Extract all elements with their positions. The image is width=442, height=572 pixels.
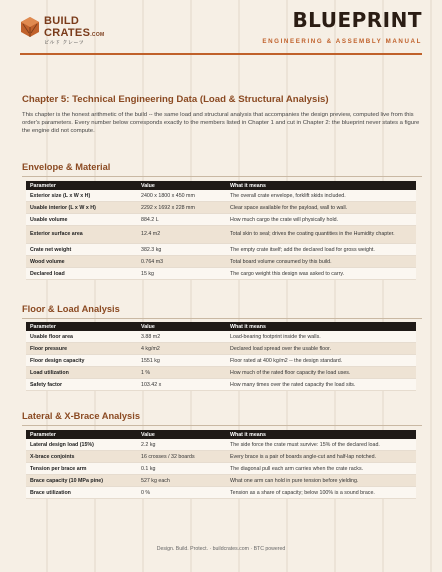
param-cell: Brace capacity (10 MPa pine)	[26, 475, 137, 487]
param-cell: Wood volume	[26, 256, 137, 268]
value-cell: 103.42 x	[137, 379, 226, 391]
meaning-cell: Every brace is a pair of boards angle-cut and half-lap notched.	[226, 451, 416, 463]
value-cell: 12.4 m2	[137, 226, 226, 244]
table-row	[26, 367, 416, 379]
logo-domain: .COM	[90, 32, 105, 38]
value-cell: 0.764 m3	[137, 256, 226, 268]
document-title: BLUEPRINT	[292, 8, 422, 32]
param-cell: Crate net weight	[26, 244, 137, 256]
brand-logo	[20, 16, 104, 46]
table-row	[26, 355, 416, 367]
table-header-row	[26, 322, 416, 331]
value-cell: 0 %	[137, 487, 226, 499]
value-cell: 0.1 kg	[137, 463, 226, 475]
table-row	[26, 214, 416, 226]
table-row	[26, 379, 416, 391]
meaning-cell: Total skin to seal; drives the coating quantities in the Humidity chapter.	[226, 226, 416, 244]
param-cell: Safety factor	[26, 379, 137, 391]
meaning-cell: The diagonal pull each arm carries when the crate racks.	[226, 463, 416, 475]
param-cell: Usable volume	[26, 214, 137, 226]
param-cell: Floor design capacity	[26, 355, 137, 367]
value-cell: 1 %	[137, 367, 226, 379]
header-divider	[20, 53, 422, 55]
lateral-table	[26, 430, 416, 499]
table-row	[26, 244, 416, 256]
table-row	[26, 331, 416, 343]
col-header-meaning: What it means	[226, 322, 416, 331]
param-cell: Load utilization	[26, 367, 137, 379]
value-cell: 884.2 L	[137, 214, 226, 226]
meaning-cell: The side force the crate must survive: 15% of the declared load.	[226, 439, 416, 451]
table-row	[26, 226, 416, 244]
col-header-parameter: Parameter	[26, 430, 137, 439]
value-cell: 527 kg each	[137, 475, 226, 487]
page-footer: Design. Build. Protect. · buildcrates.com · BTC powered	[156, 546, 286, 552]
section-divider	[22, 318, 422, 319]
value-cell: 2292 x 1692 x 228 mm	[137, 202, 226, 214]
table-row	[26, 190, 416, 202]
logo-line-2: CRATES	[44, 27, 91, 39]
logo-japanese: ビルド クレーツ	[44, 40, 85, 46]
document-subtitle: ENGINEERING & ASSEMBLY MANUAL	[262, 38, 422, 45]
section-title-floor: Floor & Load Analysis	[22, 304, 120, 314]
value-cell: 2.2 kg	[137, 439, 226, 451]
table-row	[26, 268, 416, 280]
param-cell: Declared load	[26, 268, 137, 280]
value-cell: 4 kg/m2	[137, 343, 226, 355]
value-cell: 1551 kg	[137, 355, 226, 367]
section-title-lateral: Lateral & X-Brace Analysis	[22, 411, 140, 421]
param-cell: Usable interior (L x W x H)	[26, 202, 137, 214]
param-cell: Tension per brace arm	[26, 463, 137, 475]
meaning-cell: What one arm can hold in pure tension before yielding.	[226, 475, 416, 487]
section-title-envelope: Envelope & Material	[22, 162, 111, 172]
value-cell: 2400 x 1800 x 450 mm	[137, 190, 226, 202]
col-header-parameter: Parameter	[26, 322, 137, 331]
table-row	[26, 343, 416, 355]
col-header-parameter: Parameter	[26, 181, 137, 190]
table-header-row	[26, 430, 416, 439]
section-divider	[22, 176, 422, 177]
table-row	[26, 439, 416, 451]
param-cell: Exterior size (L x W x H)	[26, 190, 137, 202]
table-row	[26, 451, 416, 463]
logo-line-1: BUILD	[44, 15, 80, 27]
table-row	[26, 475, 416, 487]
col-header-value: Value	[137, 181, 226, 190]
meaning-cell: Clear space available for the payload, wall to wall.	[226, 202, 416, 214]
meaning-cell: How many times over the rated capacity the load sits.	[226, 379, 416, 391]
meaning-cell: The cargo weight this design was asked to carry.	[226, 268, 416, 280]
table-row	[26, 463, 416, 475]
meaning-cell: Load-bearing footprint inside the walls.	[226, 331, 416, 343]
table-row	[26, 202, 416, 214]
param-cell: Brace utilization	[26, 487, 137, 499]
param-cell: Usable floor area	[26, 331, 137, 343]
meaning-cell: Tension as a share of capacity; below 100% is a sound brace.	[226, 487, 416, 499]
meaning-cell: How much cargo the crate will physically hold.	[226, 214, 416, 226]
value-cell: 15 kg	[137, 268, 226, 280]
page-header	[0, 0, 442, 56]
floor-table	[26, 322, 416, 391]
crate-logo-icon	[20, 16, 40, 38]
meaning-cell: The overall crate envelope, forklift skids included.	[226, 190, 416, 202]
param-cell: Lateral design load (15%)	[26, 439, 137, 451]
meaning-cell: The empty crate itself; add the declared load for gross weight.	[226, 244, 416, 256]
col-header-meaning: What it means	[226, 430, 416, 439]
meaning-cell: Floor rated at 400 kg/m2 -- the design standard.	[226, 355, 416, 367]
col-header-value: Value	[137, 430, 226, 439]
value-cell: 16 crosses / 32 boards	[137, 451, 226, 463]
param-cell: Exterior surface area	[26, 226, 137, 244]
meaning-cell: Declared load spread over the usable floor.	[226, 343, 416, 355]
col-header-meaning: What it means	[226, 181, 416, 190]
param-cell: Floor pressure	[26, 343, 137, 355]
meaning-cell: Total board volume consumed by this build.	[226, 256, 416, 268]
param-cell: X-brace conjoints	[26, 451, 137, 463]
value-cell: 382.3 kg	[137, 244, 226, 256]
section-divider	[22, 425, 422, 426]
value-cell: 3.88 m2	[137, 331, 226, 343]
meaning-cell: How much of the rated floor capacity the load uses.	[226, 367, 416, 379]
table-row	[26, 256, 416, 268]
table-header-row	[26, 181, 416, 190]
table-row	[26, 487, 416, 499]
chapter-intro: This chapter is the honest arithmetic of the build -- the same load and structural analysis that accompanies the design preview, computed live from this order's parameters. Every number below corresponds exactly to the members listed in Chapter 1 and cut in Chapter 2: the blueprint never states a figure the engine did not compute.	[22, 112, 420, 135]
chapter-title: Chapter 5: Technical Engineering Data (Load & Structural Analysis)	[22, 94, 329, 105]
col-header-value: Value	[137, 322, 226, 331]
envelope-table	[26, 181, 416, 280]
